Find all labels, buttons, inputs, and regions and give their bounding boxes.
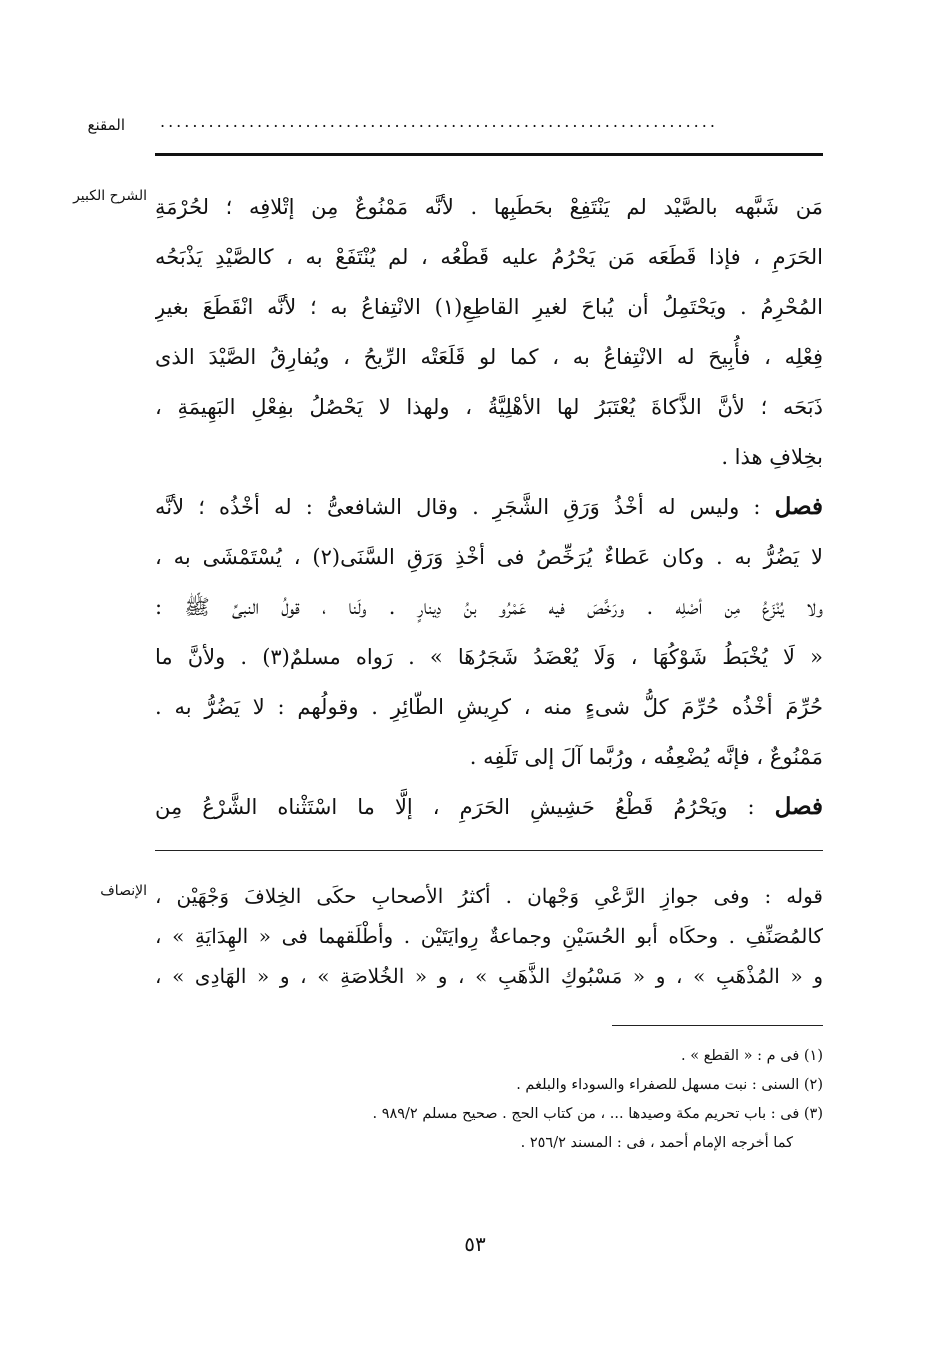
footnote: (١) فى م : « القطع » . xyxy=(680,1048,823,1064)
sharh-line: بخِلافِ هذا . xyxy=(721,445,823,469)
insaf-line: قوله : وفى جوازِ الرَّعْىِ وَجْهان . أكثرُ الأصحابِ حكَى الخِلافَ وَجْهَيْن ، xyxy=(155,884,823,908)
footnotes xyxy=(230,1042,823,1158)
sharh-line: ولا يُنْزَعُ مِن أصْلِه . ورَخَّصَ فيه عَمْرُو بنُ دِينارٍ . ولَنا ، قولُ النبىِّ ﷺ : xyxy=(155,595,823,619)
margin-label-sharh: الشرح الكبير xyxy=(73,188,147,204)
footnote: (٢) السنى : نبت مسهل للصفراء والسوداء والبلغم . xyxy=(516,1077,823,1093)
insaf-text-block xyxy=(155,876,823,996)
sharh-line-text: : وليس له أخْذُ وَرَقِ الشَّجَرِ . وقال الشافعىُّ : له أخْذُه ؛ لأنَّه xyxy=(155,495,761,519)
page-number: ٥٣ xyxy=(464,1232,486,1256)
sharh-line: فِعْلِه ، فأُبِيحَ له الانْتِفاعُ به ، كما لو قَلَعَتْه الرِّيحُ ، ويُفارِقُ الصَّيْدَ الذى xyxy=(155,345,823,369)
sharh-line xyxy=(155,482,823,532)
insaf-line: و « المُذْهَبِ » ، و « مَسْبُوكِ الذَّهَبِ » ، و « الخُلاصَةِ » ، و « الهَادِى » ، xyxy=(155,964,823,988)
footnote-rule xyxy=(612,1025,823,1026)
header-dot-leader: ..................................................................... xyxy=(160,112,718,131)
sharh-text-block xyxy=(155,182,823,832)
sharh-line: حُرِّمَ أخْذُه حُرِّمَ كلُّ شىءٍ منه ، كرِيشِ الطّائِرِ . وقولُهم : لا يَضُرُّ به . xyxy=(155,695,823,719)
sharh-line: لا يَضُرُّ به . وكان عَطاءٌ يُرَخِّصُ فى أخْذِ وَرَقِ السَّنَى(٢) ، يُسْتَمْشَى به ، xyxy=(155,545,823,569)
sharh-line: مَمْنُوعٌ ، فإنَّه يُضْعِفُه ، ورُبَّما آلَ إلى تَلَفِه . xyxy=(469,745,823,769)
sharh-line: « لَا يُخْبَطُ شَوْكُهَا ، وَلَا يُعْضَدُ شَجَرُهَا » . رَواه مسلمٌ(٣) . ولأنَّ ما xyxy=(155,645,823,669)
running-header-title: المقنع xyxy=(87,116,125,134)
insaf-line: كالمُصَنِّفِ . وحكَاه أبو الحُسَيْنِ وجماعةٌ رِوايَتَيْن . وأطْلَقهما فى « الهِدَايَةِ » ، xyxy=(155,924,823,948)
sharh-line: ذَبَحَه ؛ لأنَّ الذَّكاةَ يُعْتَبَرُ لها الأهْلِيَّةُ ، ولهذا لا يَحْصُلُ بفِعْلِ البَهِيمَةِ ، xyxy=(155,395,823,419)
footnote-continuation: كما أخرجه الإمام أحمد ، فى : المسند ٢٥٦/٢ . xyxy=(520,1135,793,1151)
fasl-heading: فصل xyxy=(774,493,823,520)
fasl-heading: فصل xyxy=(774,793,823,820)
sharh-line xyxy=(155,782,823,832)
sharh-line-text: : ويَحْرُمُ قَطْعُ حَشِيشِ الحَرَمِ ، إلَّا ما اسْتَثْناه الشَّرْعُ مِن xyxy=(155,795,755,819)
sharh-line: الحَرَمِ ، فإذا قَطَعَه مَن يَحْرُمُ عليه قَطْعُه ، لم يُنْتَفَعْ به ، كالصَّيْدِ يَذْبَحُه xyxy=(155,245,823,269)
section-divider xyxy=(155,850,823,851)
footnote: (٣) فى : باب تحريم مكة وصيدها ... ، من كتاب الحج . صحيح مسلم ٩٨٩/٢ . xyxy=(372,1106,823,1122)
header-rule xyxy=(155,153,823,156)
sharh-line: المُحْرِمُ . ويَحْتَمِلُ أن يُباحَ لغيرِ القاطِعِ(١) الانْتِفاعُ به ؛ لأنَّه انْقَطَعَ بغيرِ xyxy=(155,295,823,319)
margin-label-insaf: الإنصاف xyxy=(100,883,147,899)
sharh-line: مَن شَبَّهه بالصَّيْد لم يَنْتَفِعْ بحَطَبِها . لأنَّه مَمْنُوعٌ مِن إتْلافِه ؛ لحُرْمَةِ xyxy=(155,195,823,219)
